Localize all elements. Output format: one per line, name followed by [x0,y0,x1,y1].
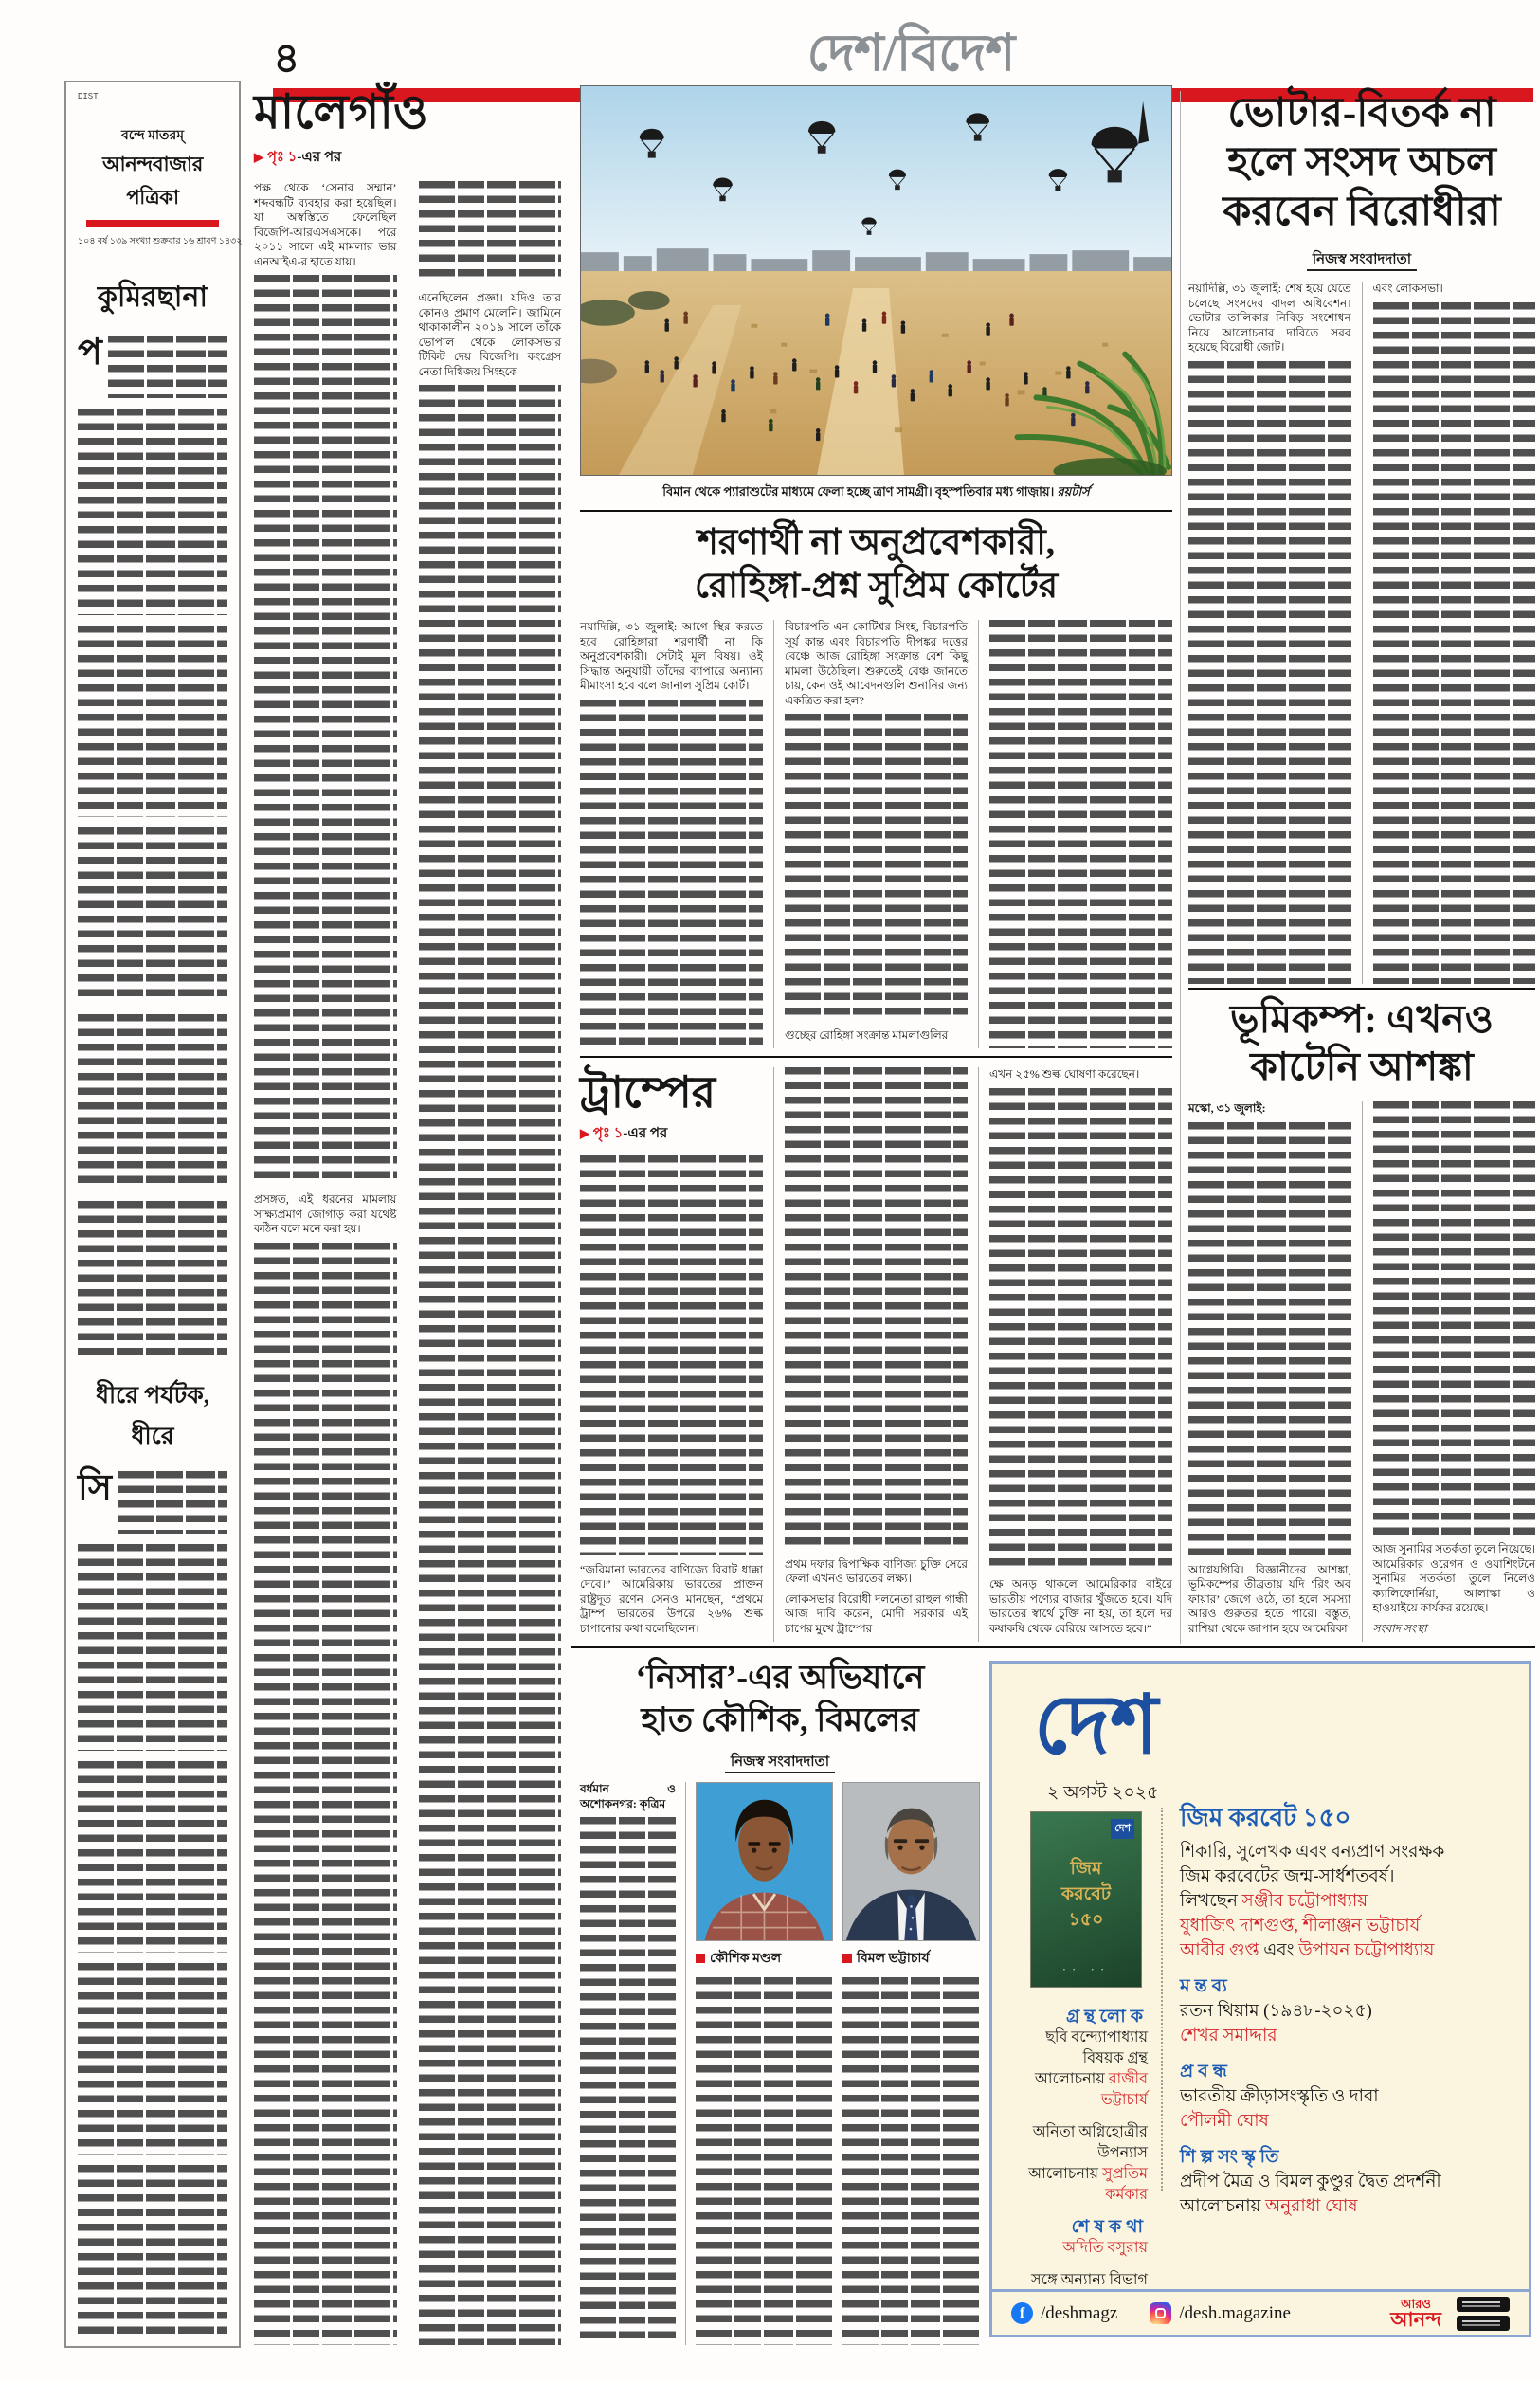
column-rule [1180,91,1181,1644]
body-paragraph: নয়াদিল্লি, ৩১ জুলাই: শেষ হয়ে যেতে চলেছে সংসদের বাদল অধিবেশন। ভোটার তালিকার নিবিড় সংশোধন নিয়ে আলোচনার দাবিতে সরব হয়েছে বিরোধী জোট। [1188,282,1351,354]
masthead-red-bar [86,220,219,227]
rohingya-column-2 [773,620,968,1048]
body-paragraph: আজ সুনামির সতর্কতা তুলে নিয়েছে। আমেরিকার ওরেগন ও ওয়াশিংটনে সুনামির সতর্কতা তুলে নিলেও ক্যালিফোর্নিয়া, আলাস্কা ও হাওয়াইয়ে কার্যকর রয়েছে। [1372,1542,1535,1614]
quake-headline: ভূমিকম্প: এখনও কাটেনি আশঙ্কা [1230,997,1494,1088]
body-text-placeholder [78,1544,227,1751]
agency-credit: সংবাদ সংস্থা [1372,1621,1427,1635]
continuation-arrow-icon: ▶ [254,150,263,164]
body-text-placeholder [1188,1122,1351,1555]
body-text-placeholder [254,275,397,1185]
body-text-placeholder [78,1201,227,1357]
body-paragraph: পক্ষ থেকে ‘সেনার সম্মান’ শব্দবন্ধটি ব্যবহার করা হয়েছিল। যা অস্বস্তিতে ফেলেছিল বিজেপি-আরএসএসকে। পরে ২০১১ সালে এই মামলার ভার এনআইএ-র হাতে যায়। [254,181,397,268]
body-text-placeholder [78,409,227,615]
caption-rule [580,510,1172,512]
body-paragraph: “জরিমানা ভারতের বাণিজ্যে বিরাট ধাক্কা দেবে।” আমেরিকায় ভারতের প্রাক্তন রাষ্ট্রদূত রণেন সেনও মানছেন, “প্রথমে ট্রাম্প ভারতের উপরে ২৬% শুল্ক চাপানোর কথা বলেছিলেন। [580,1562,763,1635]
section-granthalok: গ্রন্থলোক [1065,2007,1148,2027]
nisar-column-2 [696,1782,833,2345]
malegaon-column-2 [408,181,562,2345]
rohingya-column-1 [580,620,763,1048]
voter-byline: নিজস্ব সংবাদদাতা [1188,248,1535,272]
article-trump-tariff [580,1056,1172,1642]
contributor-name: পৌলমী ঘোষ [1180,2112,1269,2131]
nisar-column-1 [580,1782,686,2345]
body-text-placeholder [254,1243,397,2346]
body-text-placeholder [78,626,227,817]
nisar-headline: ‘নিসার’-এর অভিযানে হাত কৌশিক, বিমলের [635,1659,925,1738]
ad-left-sections: গ্রন্থলোক ছবি বন্দ্যোপাধ্যায় বিষয়ক গ্রন্থ আলোচনায় রাজীব ভট্টাচার্য অনিতা অগ্নিহোত্রীর উপন্যাস আলোচনায় সুপ্রতিম কর্মকার শেষকথা অদিতি বসুরায় সঙ্গে অন্যান্য বিভাগ [1004,2007,1148,2291]
article-voter-debate [1188,89,1535,984]
body-paragraph: বিচারপতি এন কোটিশ্বর সিংহ, বিচারপতি সূর্য কান্ত এবং বিচারপতি দীপঙ্কর দত্তের বেঞ্চে আজ রোহিঙ্গা সংক্রান্ত বেশ কিছু মামলা উঠেছিল। শুরুতেই বেঞ্চ জানতে চায়, কেন ওই আবেদনগুলি শুনানির জন্য একত্রিত করা হল? [785,620,968,707]
cover-title: জিম করবেট ১৫০ [1060,1859,1112,1930]
ad-footer [992,2289,1529,2335]
editorial-2-body [78,1468,227,2337]
continued-from-page-1: ▶ পৃঃ ১-এর পর [580,1126,668,1141]
contributor-name: রাজীব ভট্টাচার্য [1100,2071,1148,2108]
body-paragraph: গুচ্ছের রোহিঙ্গা সংক্রান্ত মামলাগুলির [785,1027,949,1042]
photo-credit: রয়টার্স [1057,484,1090,499]
contributor-name: শেখর সমাদ্দার [1180,2027,1277,2046]
dateline: মস্কো, ৩১ জুলাই: [1188,1101,1266,1115]
trump-column-3 [978,1067,1172,1642]
body-paragraph: এবং লোকসভা। [1372,282,1443,295]
voter-headline: ভোটার-বিতর্ক না হলে সংসদ অচল করবেন বিরোধীরা [1223,91,1501,234]
instagram-icon [1150,2302,1171,2324]
body-text-placeholder [78,1014,227,1191]
google-play-badge-icon [1457,2297,1510,2312]
photo-caption: বিমান থেকে প্যারাশুটের মাধ্যমে ফেলা হচ্ছে ত্রাণ সামগ্রী। বৃহস্পতিবার মধ্য গাজ়ায়। রয়টার্স [662,484,1090,499]
continuation-arrow-icon: ▶ [580,1126,589,1140]
section-prabandha: প্রবন্ধ [1180,2062,1232,2082]
voter-column-2 [1362,282,1536,984]
author-name: সঞ্জীব চট্টোপাধ্যায় [1241,1892,1368,1911]
masthead-issue-line: ১০৪ বর্ষ ১৩৯ সংখ্যা শুক্রবার ১৬ শ্রাবণ ১৪৩২ [78,237,243,246]
body-text-placeholder [696,1977,833,2345]
magazine-cover [1030,1811,1142,1988]
body-text-placeholder [785,714,968,1021]
body-text-placeholder [580,1155,763,1555]
body-text-placeholder [78,1761,227,1953]
body-text-placeholder [785,1067,968,1550]
body-paragraph: ক্ষে অনড় থাকলে আমেরিকার বাইরে ভারতীয় পণ্যের বাজার খুঁজতে হবে। যদি ভারতের স্বার্থে চুক্তি না হয়, তা হলে দর কষাকষি থেকে বেরিয়ে আসতে হবে।” [989,1577,1172,1635]
editorial-2-title: ধীরে পর্যটক, ধীরে [96,1383,209,1449]
desh-magazine-ad [989,1661,1531,2337]
masthead-motto: বন্দে মাতরম্ [121,129,184,143]
dist-label: DIST [78,92,99,101]
body-text-placeholder [78,827,227,1004]
trump-column-1 [580,1067,763,1642]
issue-date: ২ অগস্ট ২০২৫ [1047,1783,1159,1803]
ad-right-sections: জিম করবেট ১৫০ শিকারি, সুলেখক এবং বন্যপ্রাণ সংরক্ষক জিম করবেটের জন্ম-সার্ধশতবর্ষ। লিখছেন সঞ্জীব চট্টোপাধ্যায় যুধাজিৎ দাশগুপ্ত, শীলাঞ্জন ভট্টাচার্য আবীর গুপ্ত এবং উপায়ন চট্টোপাধ্যায় মন্তব্য রতন থিয়াম (১৯৪৮-২০২৫) শেখর সমাদ্দার প্রবন্ধ ভারতীয় ক্রীড়াসংস্কৃতি ও দাবা পৌলমী ঘোষ শিল্পসংস্কৃতি প্রদীপ মৈত্র ও বিমল কুণ্ডুর দ্বৈত প্রদর্শনী আলোচনায় অনুরাধা ঘোষ [1180,1806,1513,2219]
body-text-placeholder [1188,361,1351,985]
section-mantabya: মন্তব্য [1180,1976,1232,1996]
paw-prints-icon: ·· ·· [1061,1962,1111,1976]
body-paragraph: এনেছিলেন প্রজ্ঞা। যদিও তার কোনও প্রমাণ মেলেনি। জামিনে থাকাকালীন ২০১৯ সালে তাঁকে ভোপাল থেকে লোকসভার টিকিট দেয় বিজেপি। কংগ্রেস নেতা দিগ্বিজয় সিংহকে [418,291,561,378]
trump-column-2 [773,1067,968,1642]
left-editorial-rail [64,81,241,2348]
portrait-name-1: কৌশিক মণ্ডল [696,1947,833,1970]
nisar-byline: নিজস্ব সংবাদদাতা [580,1751,980,1774]
body-text-placeholder [419,181,562,283]
body-text-placeholder [1373,1101,1536,1535]
rohingya-column-3 [978,620,1172,1048]
masthead-title: আনন্দবাজার পত্রিকা [102,153,203,209]
nisar-column-3 [842,1782,980,2345]
body-paragraph: প্রসঙ্গত, এই ধরনের মামলায় সাক্ষ্যপ্রমাণ জোগাড় করা যথেষ্ট কঠিন বলে মনে করা হয়। [254,1192,397,1235]
section-title: দেশ/বিদেশ [806,25,1015,82]
editorial-1-dropcap: প [78,333,102,373]
portrait-name-2: বিমল ভট্টাচার্য [842,1947,980,1970]
contributor-name: অনুরাধা ঘোষ [1265,2197,1358,2216]
article-malegaon [254,85,561,2345]
body-text-placeholder [419,385,562,2345]
portrait-bimal [842,1782,980,1941]
author-names: যুধাজিৎ দাশগুপ্ত, শীলাঞ্জন ভট্টাচার্য [1180,1917,1421,1936]
red-square-bullet-icon [696,1954,705,1963]
section-rule [571,1646,1535,1648]
body-paragraph: লোকসভার বিরোধী দলনেতা রাহুল গান্ধী আজ দাবি করেন, মোদী সরকার এই চাপের মুখে ট্রাম্পের [785,1591,968,1635]
body-text-placeholder [78,2165,227,2337]
quake-column-2 [1362,1101,1536,1642]
body-text-placeholder [580,1817,676,2345]
app-store-badge-icon [1457,2316,1510,2331]
section-sheshkatha: শেষকথা [1071,2217,1148,2237]
desh-logo: দেশ [1034,1680,1158,1771]
page-number: ৪ [273,35,300,82]
section-shilpasanskriti: শিল্পসংস্কৃতি [1180,2147,1284,2167]
portrait-kaushik [696,1782,833,1941]
article-earthquake [1188,995,1535,1642]
body-text-placeholder [108,336,227,398]
contributor-name: অদিতি বসুরায় [1062,2240,1148,2256]
feature-title: জিম করবেট ১৫০ [1180,1804,1351,1831]
body-text-placeholder [78,1963,227,2155]
facebook-icon: f [1011,2302,1033,2324]
rohingya-headline: শরণার্থী না অনুপ্রবেশকারী, রোহিঙ্গা-প্রশ্ন সুপ্রিম কোর্টের [694,523,1059,606]
article-nisar-scientists [580,1656,980,2345]
body-text-placeholder [989,1088,1172,1571]
continued-from-page-1: ▶ পৃঃ ১-এর পর [254,150,342,165]
body-paragraph: এখন ২৫% শুল্ক ঘোষণা করেছেন। [989,1067,1140,1081]
airdrop-photo [580,85,1172,476]
body-text-placeholder [118,1471,227,1534]
article-rohingya-supreme-court [580,521,1172,1048]
trump-headline: ট্রাম্পের [580,1068,716,1117]
body-text-placeholder [1373,302,1536,985]
editorial-1-title: কুমিরছানা [97,282,208,313]
body-paragraph: আগ্নেয়গিরি। বিজ্ঞানীদের আশঙ্কা, ভূমিকম্পের তীব্রতায় যদি ‘রিং অব ফায়ার’ জেগে ওঠে, তা হলে সমস্যা আরও গুরুতর হতে পারে। বস্তুত, রাশিয়া থেকে জাপান হয়ে আমেরিকা [1188,1562,1351,1635]
voter-column-1 [1188,282,1351,984]
body-paragraph: নয়াদিল্লি, ৩১ জুলাই: আগে স্থির করতে হবে রোহিঙ্গারা শরণার্থী না কি অনুপ্রবেশকারী। সেটাই মূল বিষয়। ওই সিদ্ধান্ত অনুযায়ী তাঁদের ব্যাপারে অন্যান্য মীমাংসা হবে বলে জানাল সুপ্রিম কোর্ট। [580,620,763,692]
body-paragraph: প্রথম দফার দ্বিপাক্ষিক বাণিজ্য চুক্তি সেরে ফেলা এখনও ভারতের লক্ষ্য। [785,1556,968,1585]
airdrop-photo-illustration [581,86,1171,475]
facebook-handle: /deshmagz [1041,2302,1118,2323]
cover-brand: দেশ [1111,1819,1134,1839]
article-divider-rule [1188,988,1535,990]
red-square-bullet-icon [842,1954,852,1963]
quake-column-1 [1188,1101,1351,1642]
body-text-placeholder [989,620,1172,1048]
app-store-badges [1457,2297,1510,2331]
dateline: বর্ধমান ও অশোকনগর: কৃত্রিম [580,1782,676,1810]
dotted-divider [1161,1808,1163,2191]
instagram-handle: /desh.magazine [1179,2302,1291,2323]
malegaon-headline: মালেগাঁও [254,85,428,138]
body-text-placeholder [842,1977,980,2345]
aro-ananda-logo: আরও আনন্দ [1390,2296,1441,2331]
malegaon-column-1 [254,181,397,2345]
editorial-2-dropcap: সি [78,1468,112,1508]
contributor-name: সুপ্রতিম কর্মকার [1102,2166,1148,2203]
body-text-placeholder [580,700,763,1049]
editorial-1-body [78,333,227,1357]
